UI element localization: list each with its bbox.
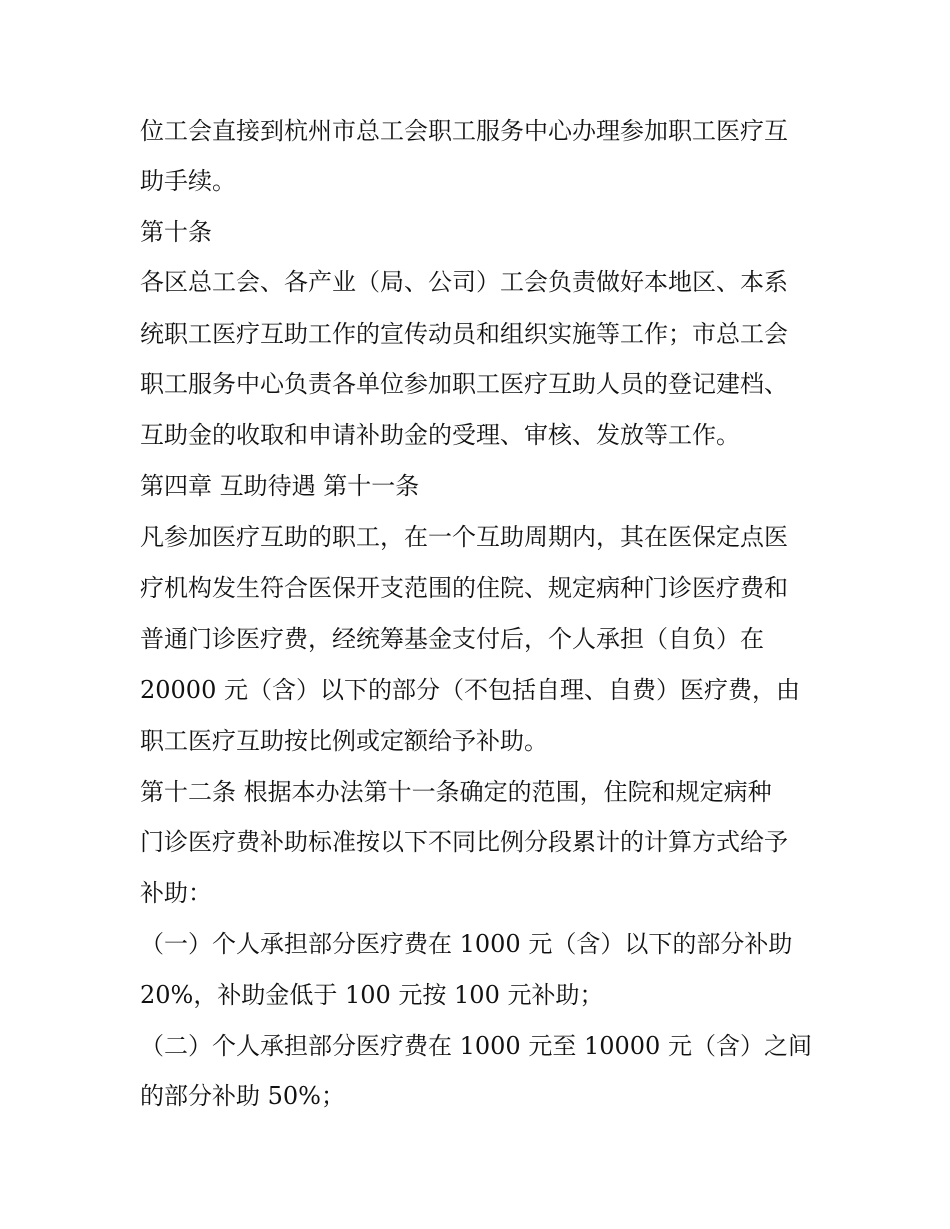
text-line: 职工医疗互助按比例或定额给予补助。 <box>140 727 548 755</box>
text-line: 20%，补助金低于 100 元按 100 元补助； <box>140 981 604 1009</box>
text-line: 位工会直接到杭州市总工会职工服务中心办理参加职工医疗互 <box>140 117 788 145</box>
text-line: 助手续。 <box>140 167 236 195</box>
text-line: 各区总工会、各产业（局、公司）工会负责做好本地区、本系 <box>140 268 788 296</box>
text-line: 第十二条 根据本办法第十一条确定的范围，住院和规定病种 <box>140 778 772 806</box>
text-line: 凡参加医疗互助的职工，在一个互助周期内，其在医保定点医 <box>140 523 788 551</box>
text-line: 门诊医疗费补助标准按以下不同比例分段累计的计算方式给予 <box>140 828 788 856</box>
text-line: （一）个人承担部分医疗费在 1000 元（含）以下的部分补助 <box>140 930 793 958</box>
text-line: 职工服务中心负责各单位参加职工医疗互助人员的登记建档、 <box>140 370 788 398</box>
text-line: 疗机构发生符合医保开支范围的住院、规定病种门诊医疗费和 <box>140 574 788 602</box>
chapter-heading: 第四章 互助待遇 第十一条 <box>140 472 420 500</box>
text-line: 普通门诊医疗费，经统筹基金支付后，个人承担（自负）在 <box>140 625 764 653</box>
text-line: 补助： <box>140 879 212 907</box>
text-line: 互助金的收取和申请补助金的受理、审核、发放等工作。 <box>140 421 740 449</box>
text-line: 20000 元（含）以下的部分（不包括自理、自费）医疗费，由 <box>140 676 800 704</box>
text-line: （二）个人承担部分医疗费在 1000 元至 10000 元（含）之间 <box>140 1032 812 1060</box>
article-heading: 第十条 <box>140 218 212 246</box>
text-line: 统职工医疗互助工作的宣传动员和组织实施等工作；市总工会 <box>140 320 788 348</box>
text-line: 的部分补助 50%； <box>140 1082 345 1110</box>
